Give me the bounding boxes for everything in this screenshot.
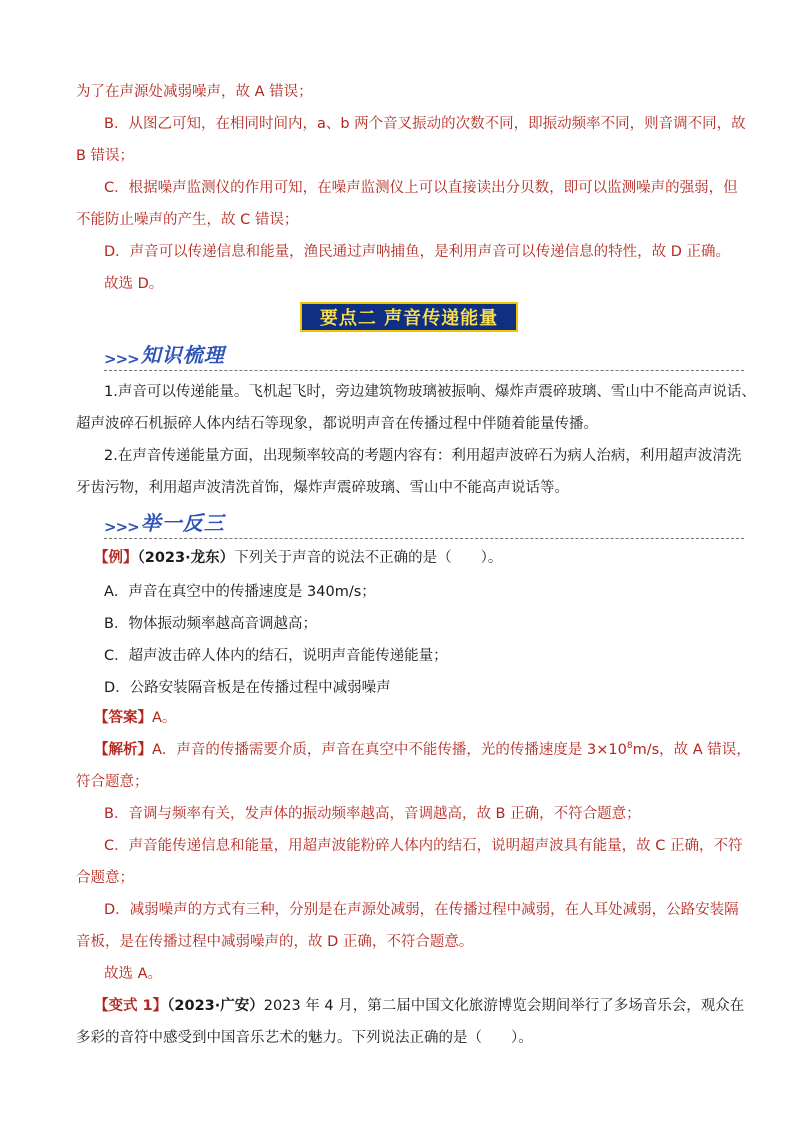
option-d: D．公路安装隔音板是在传播过程中减弱噪声 — [104, 680, 391, 696]
dashed-divider — [104, 370, 744, 371]
text-line: C．声音能传递信息和能量，用超声波能粉碎人体内的结石，说明超声波具有能量，故 C 正确，不符 — [104, 838, 743, 854]
variant-question — [94, 996, 744, 1016]
text-line: 牙齿污物，利用超声波清洗首饰，爆炸声震碎玻璃、雪山中不能高声说话等。 — [76, 480, 569, 496]
text-line — [76, 82, 313, 102]
option-a: A．声音在真空中的传播速度是 340m/s； — [104, 584, 376, 600]
text-line: 多彩的音符中感受到中国音乐艺术的魅力。下列说法正确的是（ ）。 — [76, 1030, 533, 1046]
variant-source: （2023·广安） — [167, 998, 264, 1014]
example-question — [94, 548, 502, 568]
text-line: B 错误； — [76, 148, 135, 164]
text-line: D．减弱噪声的方式有三种，分别是在声源处减弱，在传播过程中减弱，在人耳处减弱，公路安装隔 — [104, 902, 739, 918]
answer-tag: 【答案】 — [94, 710, 152, 726]
text-line: 故选 D。 — [104, 276, 164, 292]
text-line: 不能防止噪声的产生，故 C 错误； — [76, 212, 299, 228]
text-line: 2.在声音传递能量方面，出现频率较高的考题内容有：利用超声波碎石为病人治病，利用超声波清洗 — [104, 448, 742, 464]
example-source: （2023·龙东） — [137, 550, 235, 566]
practice-heading-text: 举一反三 — [140, 511, 225, 535]
text-line: B．音调与频率有关，发声体的振动频率越高，音调越高，故 B 正确，不符合题意； — [104, 806, 641, 822]
option-b: B．物体振动频率越高音调越高； — [104, 616, 317, 632]
triple-chevron-icon: >>> — [104, 350, 139, 368]
knowledge-heading — [104, 342, 225, 368]
knowledge-heading-text: 知识梳理 — [140, 343, 225, 367]
example-tag: 【例】 — [94, 550, 138, 566]
option-c: C．超声波击碎人体内的结石，说明声音能传递能量； — [104, 648, 448, 664]
text-line: 1.声音可以传递能量。飞机起飞时，旁边建筑物玻璃被振响、爆炸声震碎玻璃、雪山中不能高声说话、 — [104, 384, 756, 400]
analysis-a-pre: A．声音的传播需要介质，声音在真空中不能传播，光的传播速度是 3×10 — [152, 742, 627, 758]
analysis-tag: 【解析】 — [94, 742, 152, 758]
analysis-line — [94, 740, 751, 760]
practice-heading — [104, 510, 225, 536]
triple-chevron-icon: >>> — [104, 518, 139, 536]
example-question-text: 下列关于声音的说法不正确的是（ ）。 — [234, 550, 503, 566]
text-line: 超声波碎石机振碎人体内结石等现象，都说明声音在传播过程中伴随着能量传播。 — [76, 416, 598, 432]
text-line: C．根据噪声监测仪的作用可知，在噪声监测仪上可以直接读出分贝数，即可以监测噪声的强弱，但 — [104, 180, 738, 196]
text-line: B．从图乙可知，在相同时间内，a、b 两个音叉振动的次数不同，即振动频率不同，则音调不同，故 — [104, 116, 746, 132]
section-title-banner — [300, 302, 518, 332]
analysis-a-post: m/s，故 A 错误， — [632, 742, 751, 758]
text-line: D．声音可以传递信息和能量，渔民通过声呐捕鱼，是利用声音可以传递信息的特性，故 D 正确。 — [104, 244, 731, 260]
answer-line — [94, 708, 176, 728]
text-line: 故选 A。 — [104, 966, 163, 982]
text-line: 音板，是在传播过程中减弱噪声的，故 D 正确，不符合题意。 — [76, 934, 474, 950]
text-line: 符合题意； — [76, 774, 149, 790]
answer-text: A。 — [152, 710, 177, 726]
variant-tag: 【变式 1】 — [94, 998, 168, 1014]
section-title: 要点二 声音传递能量 — [319, 308, 499, 329]
text-line-content: 为了在声源处减弱噪声，故 A 错误； — [76, 84, 313, 100]
dashed-divider — [104, 538, 744, 539]
variant-question-text: 2023 年 4 月，第二届中国文化旅游博览会期间举行了多场音乐会，观众在 — [263, 998, 745, 1014]
text-line: 合题意； — [76, 870, 134, 886]
analysis-a-exponent: 8 — [626, 741, 633, 752]
